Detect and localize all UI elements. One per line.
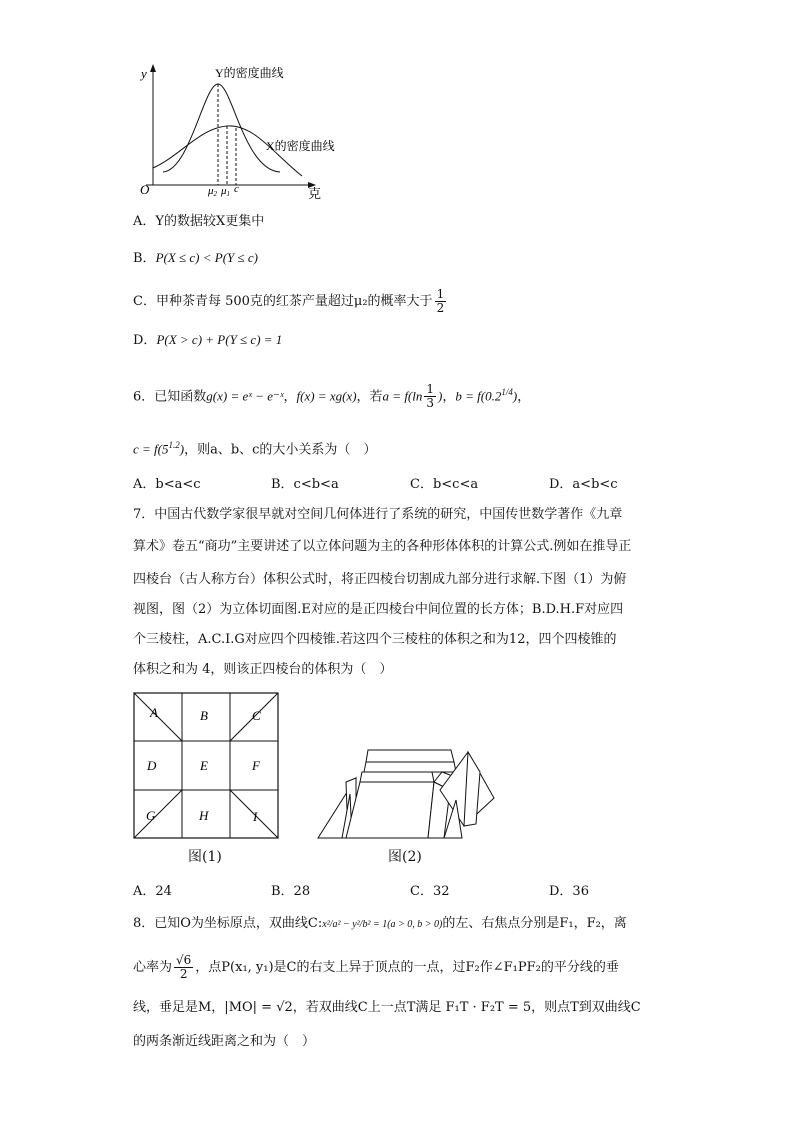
q7-stem-line2: 算术》卷五“商功”主要讲述了以立体问题为主的各种形体体积的计算公式.例如在推导正 — [133, 539, 632, 554]
grid-label-b: B — [200, 708, 208, 723]
q5-option-b: B．P(X ≤ c) < P(Y ≤ c) — [133, 250, 259, 266]
density-curve-figure — [130, 58, 370, 208]
y-density-curve — [163, 84, 280, 172]
q8-eccentricity-fraction: $\frac{√6}{2}$ — [176, 953, 192, 981]
mu2-label: μ2 — [208, 185, 218, 198]
y-axis-arrow — [150, 64, 156, 72]
q5-option-d: D．P(X > c) + P(Y ≤ c) = 1 — [133, 332, 283, 348]
q6-option-d: D．a<b<c — [549, 477, 618, 492]
q5-option-c: C．甲种茶青每 500克的红茶产量超过μ₂的概率大于 $\frac{1}{2}$ — [133, 287, 445, 315]
q5-option-b-expr: P(X ≤ c) < P(Y ≤ c) — [155, 250, 259, 265]
y-curve-label: Y的密度曲线 — [215, 66, 284, 80]
origin-label: O — [140, 182, 150, 197]
q5-option-d-expr: P(X > c) + P(Y ≤ c) = 1 — [156, 332, 283, 347]
x-axis-label: 克 — [308, 186, 322, 201]
q7-stem-line6: 体积之和为 4，则该正四棱台的体积为（ ） — [133, 662, 393, 677]
q7-option-a: A．24 — [133, 884, 172, 899]
mu1-label: μ1 — [221, 185, 231, 198]
c-label: c — [234, 183, 239, 195]
grid-label-f: F — [252, 758, 260, 773]
q7-stem-line1: 7．中国古代数学家很早就对空间几何体进行了系统的研究，中国传世数学著作《九章 — [133, 507, 623, 522]
q7-stem-line4: 视图，图（2）为立体切面图.E对应的是正四棱台中间位置的长方体；B.D.H.F对应四 — [133, 602, 624, 617]
x-curve-label: X的密度曲线 — [266, 139, 335, 153]
q7-stem-line3: 四棱台（古人称方台）体积公式时，将正四棱台切割成九部分进行求解.下图（1）为俯 — [133, 572, 627, 587]
grid-label-a: A — [150, 705, 158, 720]
diag-a — [134, 693, 182, 741]
q6-stem-line2: $c = f(5^{1.2})$，则a、b、c的大小关系为（ ） — [133, 440, 377, 458]
q7-option-c: C．32 — [410, 884, 450, 899]
q7-caption-1: 图(1) — [188, 849, 222, 865]
q8-stem-line4: 的两条渐近线距离之和为（ ） — [133, 1034, 316, 1049]
q8-hyperbola-equation: x²/a² − y²/b² = 1(a > 0, b > 0) — [322, 919, 443, 930]
q7-figure-1-grid — [130, 690, 285, 842]
q6-stem-line1: 6．已知函数g(x) = eˣ − e⁻ˣ，f(x) = xg(x)，若a = f(ln $\frac{1}{3}$ )，$b = f(0.2^{1/4})$， — [133, 382, 531, 411]
q6-option-a: A．b<a<c — [133, 477, 201, 492]
q7-caption-2: 图(2) — [388, 849, 422, 865]
y-axis-label: y — [141, 66, 147, 81]
q5-option-c-fraction: $\frac{1}{2}$ — [436, 287, 445, 315]
grid-label-d: D — [147, 758, 157, 773]
grid-label-g: G — [146, 808, 156, 823]
q7-option-b: B．28 — [271, 884, 311, 899]
q8-stem-line2: 心率为 $\frac{√6}{2}$ ，点P(x₁, y₁)是C的右支上异于顶点的一点，过F₂作∠F₁PF₂的平分线的垂 — [133, 953, 619, 981]
q6-option-c: C．b<c<a — [410, 477, 479, 492]
grid-label-i: I — [253, 809, 258, 824]
grid-label-c: C — [252, 708, 261, 723]
q5-option-a: A．Y的数据较X更集中 — [133, 214, 265, 229]
q7-option-d: D．36 — [549, 884, 589, 899]
diag-g — [134, 790, 182, 838]
q7-figure-2-frustum — [316, 742, 501, 842]
q6-option-b: B．c<b<a — [271, 477, 339, 492]
q8-stem-line3: 线，垂足是M，|MO| = √2，若双曲线C上一点T满足 F₁T · F₂T = 5，则点T到双曲线C — [133, 1000, 641, 1015]
grid-label-h: H — [199, 808, 209, 823]
grid-label-e: E — [200, 758, 208, 773]
q7-stem-line5: 个三棱柱，A.C.I.G对应四个四棱锥.若这四个三棱柱的体积之和为12，四个四棱锥的 — [133, 632, 617, 647]
q6-a-fraction: $\frac{1}{3}$ — [426, 382, 435, 411]
q8-stem-line1: 8．已知O为坐标原点，双曲线C:x²/a² − y²/b² = 1(a > 0, b > 0)的左、右焦点分别是F₁，F₂，离 — [133, 916, 627, 931]
